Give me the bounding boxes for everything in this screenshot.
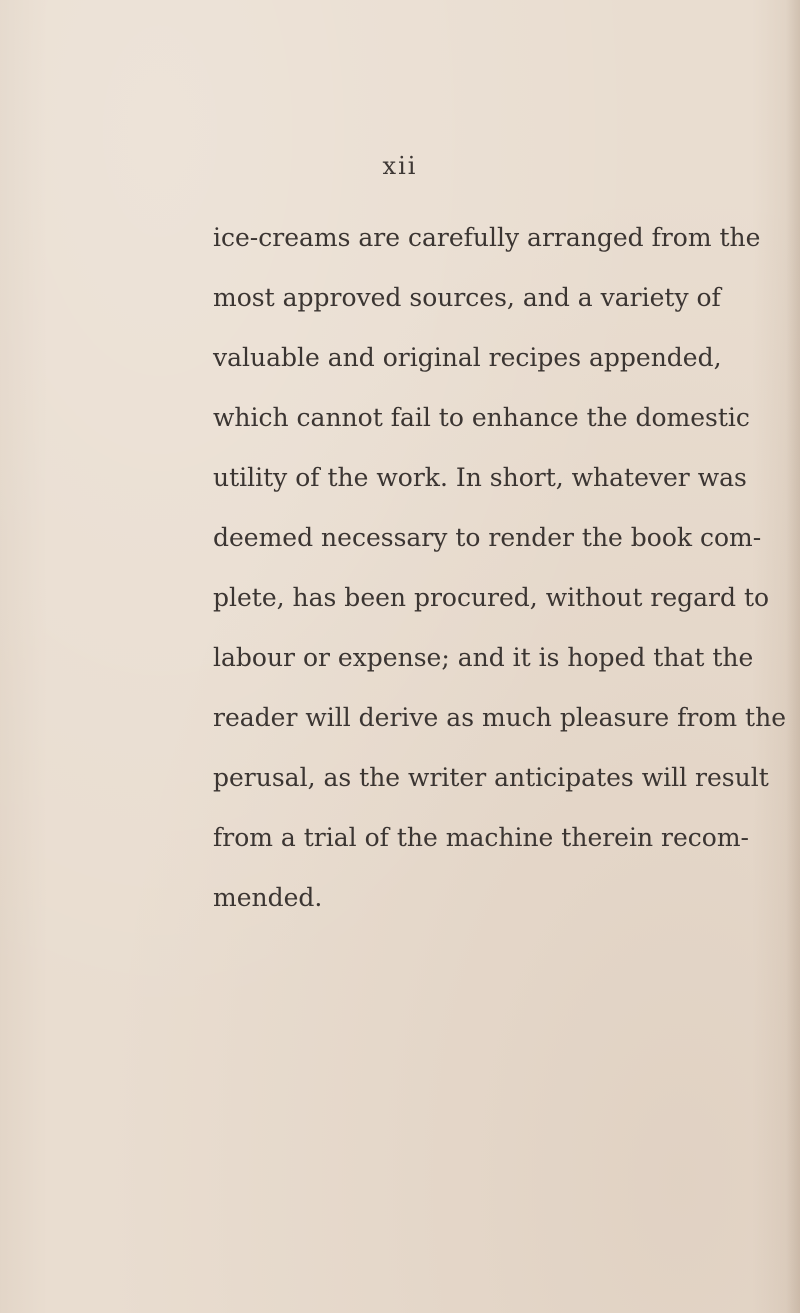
text-line: deemed necessary to render the book com- xyxy=(213,523,762,552)
text-line: plete, has been procured, without regard to xyxy=(213,583,770,612)
text-line: from a trial of the machine therein recom- xyxy=(213,823,749,852)
text-line: which cannot fail to enhance the domestic xyxy=(213,403,750,432)
body-text xyxy=(213,208,786,928)
text-line-last: mended. xyxy=(213,883,323,912)
text-line: valuable and original recipes appended, xyxy=(213,343,722,372)
text-line: labour or expense; and it is hoped that the xyxy=(213,643,754,672)
text-line: ice-creams are carefully arranged from the xyxy=(213,223,761,252)
text-line: most approved sources, and a variety of xyxy=(213,283,721,312)
page-edge-shadow xyxy=(786,0,800,1313)
text-line: reader will derive as much pleasure from the xyxy=(213,703,786,732)
text-line: perusal, as the writer anticipates will result xyxy=(213,763,769,792)
text-line: utility of the work. In short, whatever was xyxy=(213,463,747,492)
page-number: xii xyxy=(382,152,418,180)
